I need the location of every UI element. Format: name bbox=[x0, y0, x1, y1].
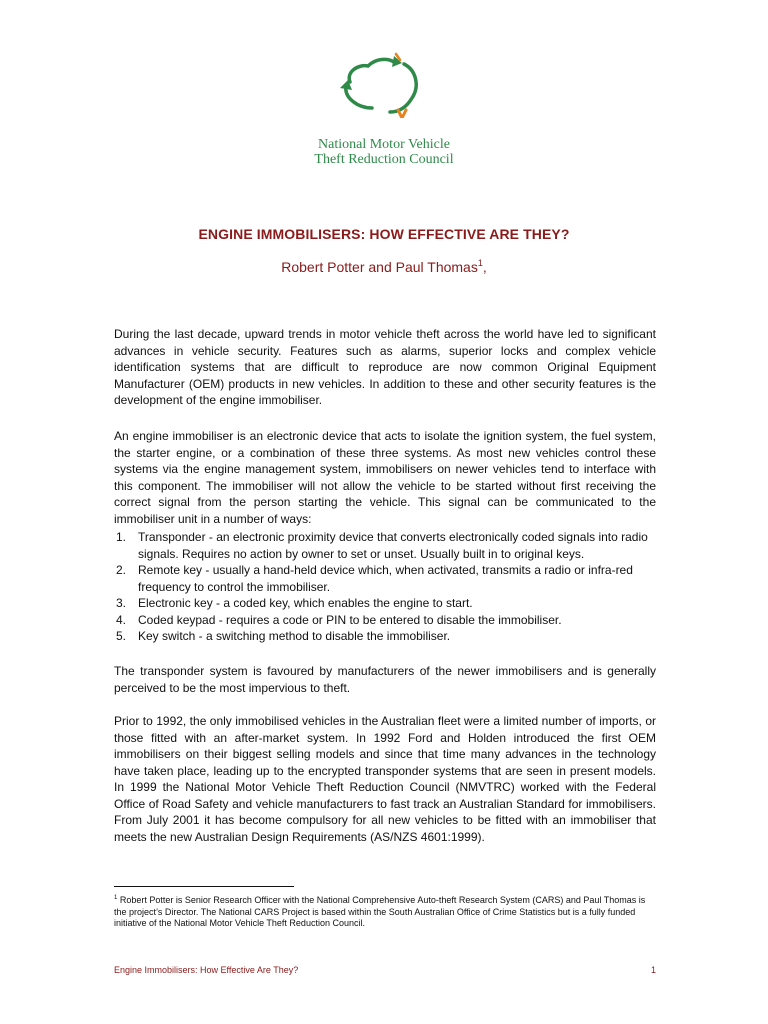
author-names: Robert Potter and Paul Thomas bbox=[281, 259, 478, 275]
authors-suffix: , bbox=[482, 259, 487, 275]
list-item-text: Coded keypad - requires a code or PIN to be entered to disable the immobiliser. bbox=[138, 612, 562, 627]
org-name-line1: National Motor Vehicle bbox=[318, 137, 450, 152]
list-item bbox=[114, 595, 656, 612]
list-number: 2. bbox=[116, 563, 127, 577]
paragraph-definition: An engine immobiliser is an electronic device that acts to isolate the ignition system, the fuel system, the starter engine, or a combination of these three systems. As most new vehicles control these systems via the engine management system, immobilisers on newer vehicles tend to interface with this component. The immobiliser will not allow the vehicle to be started without first receiving the correct signal from the person starting the vehicle. This signal can be communicated to the immobiliser unit in a number of ways: bbox=[114, 429, 656, 526]
list-number: 1. bbox=[116, 530, 127, 544]
page-number: 1 bbox=[650, 965, 656, 975]
list-item-text: Remote key - usually a hand-held device which, when activated, transmits a radio or infra-red frequency to control the immobiliser. bbox=[138, 563, 633, 594]
list-item-text: Electronic key - a coded key, which enables the engine to start. bbox=[138, 596, 473, 610]
list-item bbox=[114, 529, 656, 562]
list-number: 3. bbox=[116, 596, 127, 610]
paragraph-transponder: The transponder system is favoured by manufacturers of the newer immobilisers and is generally perceived to be the most impervious to theft. bbox=[114, 664, 656, 695]
footer-running-title: Engine Immobilisers: How Effective Are They? bbox=[114, 965, 299, 975]
list-number: 5. bbox=[116, 629, 127, 643]
list-number: 4. bbox=[116, 612, 127, 627]
list-item bbox=[114, 612, 656, 629]
org-name-line2: Theft Reduction Council bbox=[314, 152, 454, 167]
australia-arrows-logo bbox=[336, 52, 426, 118]
footnote-marker: 1 bbox=[114, 895, 118, 901]
list-item-text: Transponder - an electronic proximity device that converts electronically coded signals into radio signals. Requires no action by owner to set or unset. Usually built in to original keys. bbox=[138, 530, 648, 561]
list-item bbox=[114, 628, 656, 645]
footnote-text: Robert Potter is Senior Research Officer with the National Comprehensive Auto-theft Research System (CARS) and Paul Thomas is the project’s Director. The National CARS Project is based within the South Australian Office of Crime Statistics but is a fully funded initiative of the National Motor Vehicle Theft Reduction Council. bbox=[114, 895, 646, 928]
list-item bbox=[114, 562, 656, 595]
list-item-text: Key switch - a switching method to disable the immobiliser. bbox=[138, 629, 451, 643]
footnote-divider bbox=[114, 886, 294, 887]
document-title: ENGINE IMMOBILISERS: HOW EFFECTIVE ARE THEY? bbox=[198, 226, 570, 242]
paragraph-intro: During the last decade, upward trends in motor vehicle theft across the world have led to significant advances in vehicle security. Features such as alarms, superior locks and complex vehicle identification systems that are difficult to reproduce are now common Original Equipment Manufacturer (OEM) products in new vehicles. In addition to these and other security features is the development of the engine immobiliser. bbox=[114, 327, 656, 407]
paragraph-history: Prior to 1992, the only immobilised vehicles in the Australian fleet were a limited number of imports, or those fitted with an after-market system. In 1992 Ford and Holden introduced the first OEM immobilisers on their biggest selling models and since that time many advances in the technology have taken place, leading up to the encrypted transponder systems that are seen in present models. In 1999 the National Motor Vehicle Theft Reduction Council (NMVTRC) worked with the Federal Office of Road Safety and vehicle manufacturers to fast track an Australian Standard for immobilisers. From July 2001 it has become compulsory for all new vehicles to be fitted with an immobiliser that meets the new Australian Design Requirements (AS/NZS 4601:1999). bbox=[114, 714, 656, 844]
footnote-reference: 1 bbox=[477, 258, 483, 268]
authors-line bbox=[0, 258, 768, 275]
footnote bbox=[114, 893, 656, 930]
immobiliser-methods-list bbox=[114, 529, 656, 645]
